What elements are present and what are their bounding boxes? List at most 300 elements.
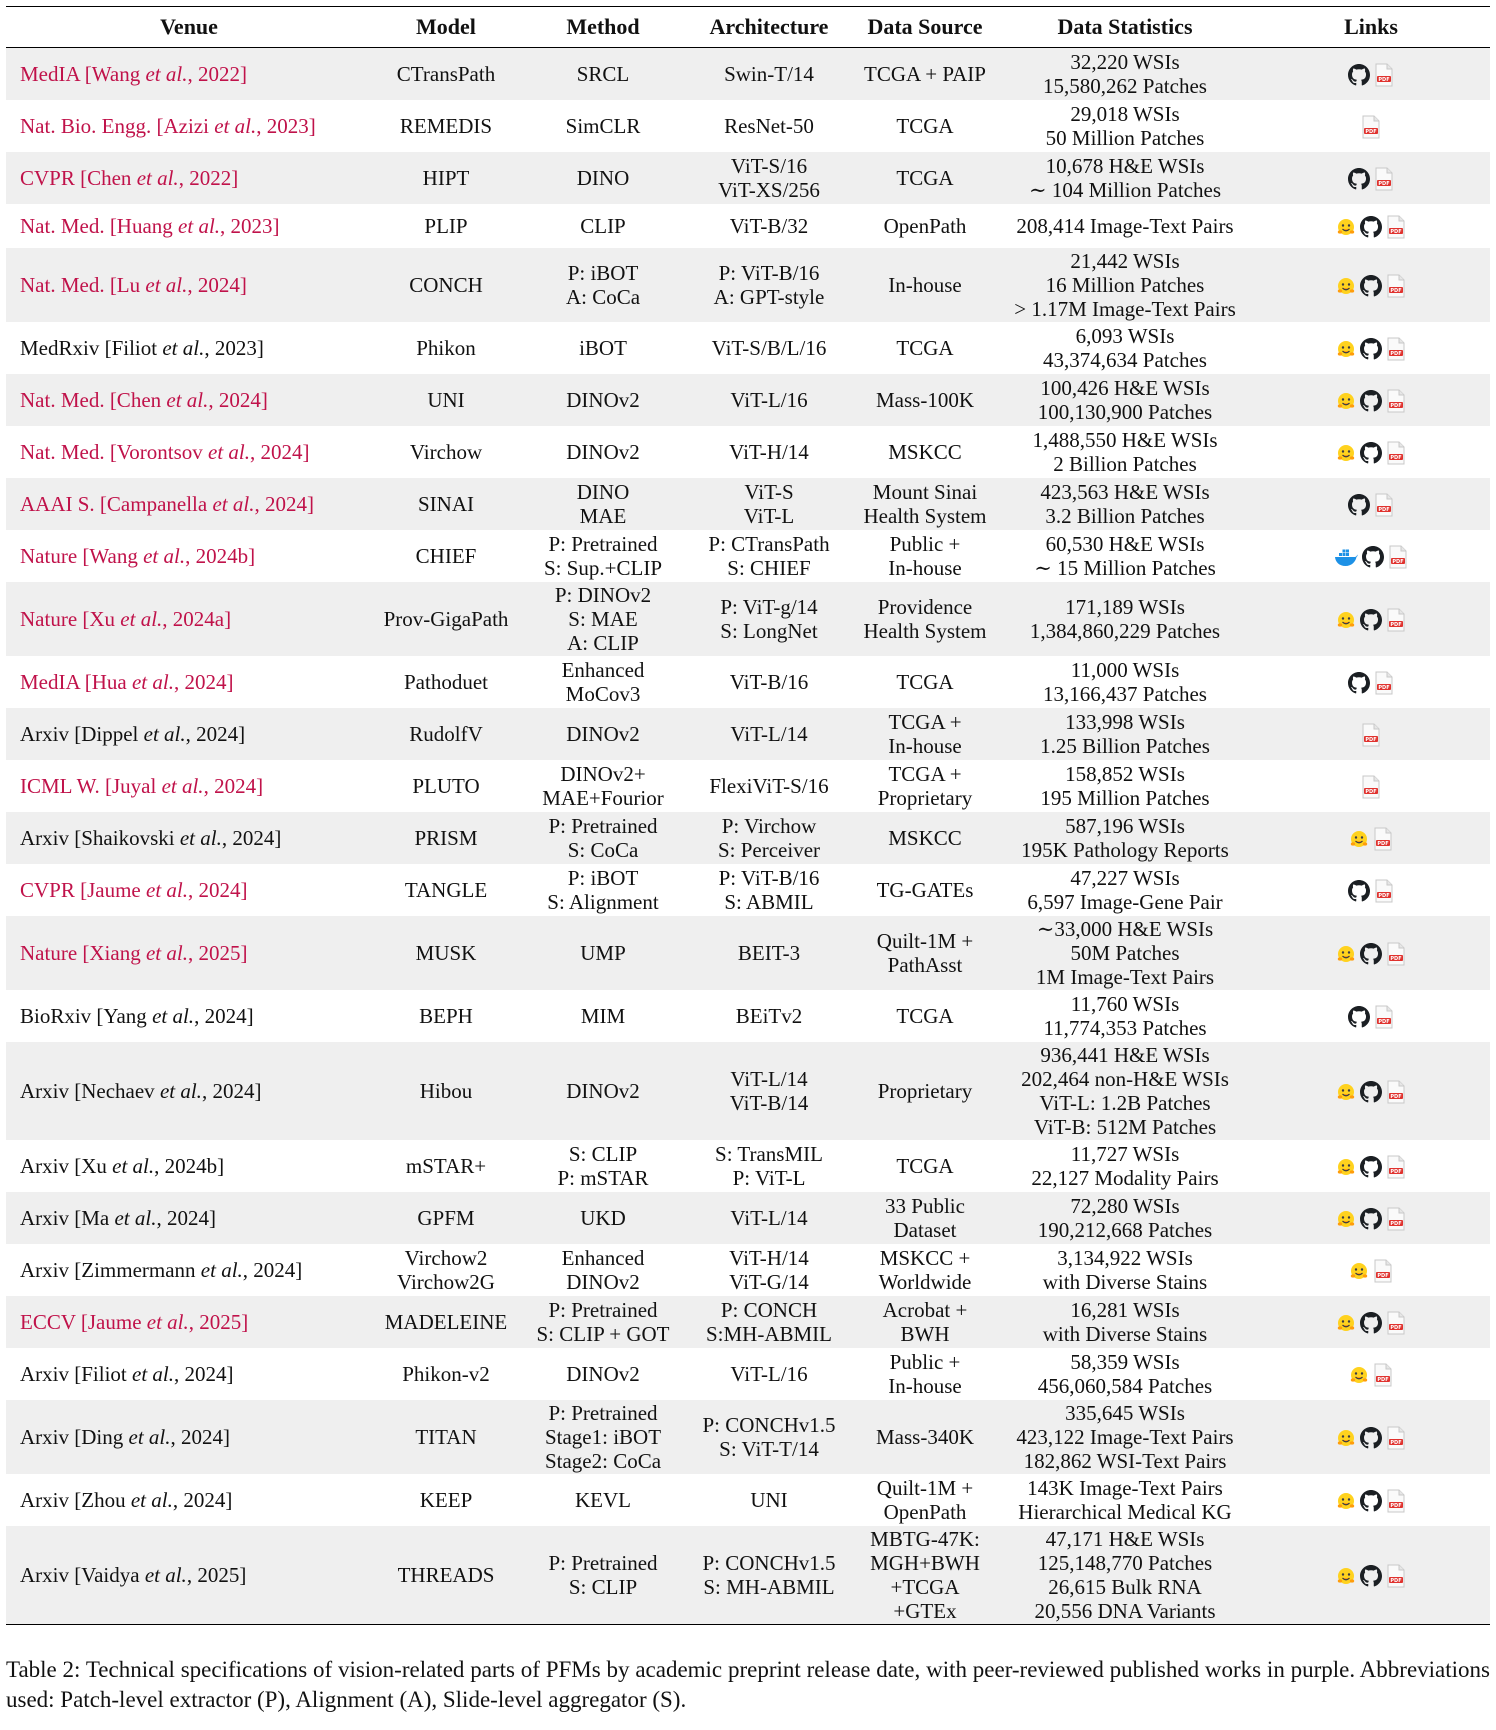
model-cell — [372, 248, 520, 322]
pdf-icon[interactable] — [1386, 942, 1406, 966]
data-statistics-cell — [998, 48, 1252, 100]
data-statistics-cell — [998, 1140, 1252, 1192]
architecture-cell-line: S: ABMIL — [724, 889, 814, 914]
method-cell-line: MAE — [579, 503, 627, 528]
data-source-cell-line: TCGA — [896, 335, 954, 360]
method-cell-line: P: Pretrained — [548, 1297, 658, 1322]
links-cell — [1252, 100, 1490, 152]
links-cell — [1252, 1244, 1490, 1296]
architecture-cell-line: S:MH-ABMIL — [705, 1321, 832, 1346]
venue-year: , 2024b] — [185, 543, 256, 568]
github-icon[interactable] — [1348, 168, 1370, 190]
data-source-cell-line: Acrobat + — [882, 1297, 968, 1322]
model-cell-line: Virchow — [409, 439, 483, 464]
venue-etal: et al. — [212, 491, 255, 516]
links-cell — [1252, 530, 1490, 582]
github-icon[interactable] — [1360, 275, 1382, 297]
pdf-icon[interactable] — [1361, 775, 1381, 799]
table-row — [6, 1526, 1490, 1625]
github-icon[interactable] — [1360, 609, 1382, 631]
venue-name: Arxiv [Ma — [20, 1205, 115, 1230]
svg-text:PDF: PDF — [1365, 128, 1377, 135]
data-source-cell-line: MGH+BWH — [870, 1550, 980, 1575]
huggingface-icon[interactable] — [1349, 1365, 1369, 1385]
github-icon[interactable] — [1360, 1490, 1382, 1512]
architecture-cell-line: P: CONCHv1.5 — [702, 1412, 836, 1437]
architecture-cell — [686, 530, 852, 582]
venue-name: Nature [Xu — [20, 606, 121, 631]
github-icon[interactable] — [1360, 390, 1382, 412]
venue-cell[interactable] — [6, 864, 372, 916]
data-source-cell-line: TCGA — [896, 669, 954, 694]
model-cell — [372, 48, 520, 100]
table-row — [6, 426, 1490, 478]
pdf-icon[interactable] — [1374, 493, 1394, 517]
architecture-cell — [686, 812, 852, 864]
data-statistics-cell-line: 11,727 WSIs — [1070, 1141, 1180, 1166]
pdf-icon[interactable] — [1374, 63, 1394, 87]
method-cell-line: P: mSTAR — [557, 1165, 649, 1190]
pdf-icon[interactable] — [1373, 1363, 1393, 1387]
architecture-cell-line: S: MH-ABMIL — [703, 1574, 835, 1599]
huggingface-icon[interactable] — [1336, 391, 1356, 411]
venue-year: , 2024] — [170, 1424, 230, 1449]
github-icon[interactable] — [1360, 1208, 1382, 1230]
github-icon[interactable] — [1348, 64, 1370, 86]
huggingface-icon[interactable] — [1336, 1082, 1356, 1102]
architecture-cell — [686, 1526, 852, 1625]
venue-name: AAAI S. [Campanella — [20, 491, 213, 516]
data-statistics-cell — [998, 864, 1252, 916]
architecture-cell-line: P: ViT-B/16 — [718, 865, 820, 890]
venue-cell[interactable] — [6, 100, 372, 152]
pdf-icon[interactable] — [1386, 1426, 1406, 1450]
model-cell-line: Prov-GigaPath — [383, 606, 509, 631]
venue-cell[interactable] — [6, 916, 372, 990]
pdf-icon[interactable] — [1386, 441, 1406, 465]
data-source-cell — [852, 248, 998, 322]
pfm-specs-table — [6, 6, 1490, 1625]
data-source-cell — [852, 582, 998, 656]
venue-cell — [6, 1348, 372, 1400]
data-statistics-cell — [998, 322, 1252, 374]
svg-text:PDF: PDF — [1378, 76, 1390, 83]
venue-name: Arxiv [Dippel — [20, 721, 144, 746]
model-cell — [372, 530, 520, 582]
header-row — [6, 7, 1490, 48]
data-statistics-cell-line: 50 Million Patches — [1045, 125, 1205, 150]
venue-year: , 2025] — [187, 940, 248, 965]
venue-year: , 2023] — [256, 113, 316, 138]
svg-text:PDF: PDF — [1365, 788, 1377, 795]
method-cell — [520, 1244, 686, 1296]
github-icon[interactable] — [1348, 494, 1370, 516]
architecture-cell — [686, 152, 852, 204]
method-cell-line: S: CLIP + GOT — [536, 1321, 670, 1346]
architecture-cell-line: ViT-L/16 — [730, 387, 808, 412]
pdf-icon[interactable] — [1374, 671, 1394, 695]
header-links: Links — [1252, 7, 1490, 48]
data-source-cell-line: In-house — [888, 733, 962, 758]
data-source-cell — [852, 864, 998, 916]
data-statistics-cell — [998, 812, 1252, 864]
venue-name: BioRxiv [Yang — [20, 1003, 153, 1028]
venue-name: MedRxiv [Filiot — [20, 335, 163, 360]
huggingface-icon[interactable] — [1336, 339, 1356, 359]
venue-year: , 2024b] — [154, 1153, 225, 1178]
data-statistics-cell-line: > 1.17M Image-Text Pairs — [1014, 296, 1236, 321]
venue-cell — [6, 1042, 372, 1140]
method-cell — [520, 760, 686, 812]
data-statistics-cell-line: 143K Image-Text Pairs — [1027, 1475, 1223, 1500]
github-icon[interactable] — [1360, 1565, 1382, 1587]
huggingface-icon[interactable] — [1349, 1261, 1369, 1281]
data-statistics-cell-line: 1,488,550 H&E WSIs — [1032, 427, 1218, 452]
method-cell-line: P: Pretrained — [548, 531, 658, 556]
architecture-cell-line: ViT-XS/256 — [718, 177, 820, 202]
venue-cell — [6, 708, 372, 760]
header-method: Method — [520, 7, 686, 48]
huggingface-icon[interactable] — [1336, 443, 1356, 463]
architecture-cell — [686, 204, 852, 248]
architecture-cell — [686, 708, 852, 760]
svg-text:PDF: PDF — [1390, 454, 1402, 461]
venue-cell[interactable] — [6, 478, 372, 530]
table-row — [6, 1042, 1490, 1140]
links-cell — [1252, 1042, 1490, 1140]
huggingface-icon[interactable] — [1336, 1566, 1356, 1586]
data-source-cell-line: PathAsst — [887, 952, 963, 977]
venue-cell — [6, 812, 372, 864]
method-cell-line: S: CoCa — [567, 837, 639, 862]
architecture-cell-line: ViT-B/16 — [729, 669, 809, 694]
model-cell-line: MUSK — [415, 940, 477, 965]
data-source-cell-line: TCGA — [896, 165, 954, 190]
venue-name: CVPR [Jaume — [20, 877, 146, 902]
table-row — [6, 864, 1490, 916]
venue-cell[interactable] — [6, 248, 372, 322]
architecture-cell-line: ViT-G/14 — [729, 1269, 809, 1294]
svg-text:PDF: PDF — [1390, 1324, 1402, 1331]
method-cell-line: S: CLIP — [568, 1141, 638, 1166]
architecture-cell-line: S: LongNet — [720, 618, 818, 643]
data-statistics-cell-line: 11,000 WSIs — [1070, 657, 1180, 682]
venue-cell[interactable] — [6, 426, 372, 478]
method-cell-line: A: CoCa — [565, 284, 641, 309]
svg-text:PDF: PDF — [1377, 840, 1389, 847]
venue-cell[interactable] — [6, 152, 372, 204]
huggingface-icon[interactable] — [1349, 829, 1369, 849]
data-statistics-cell — [998, 152, 1252, 204]
method-cell — [520, 152, 686, 204]
data-source-cell-line: Proprietary — [877, 785, 973, 810]
pdf-icon[interactable] — [1386, 389, 1406, 413]
data-statistics-cell-line: 11,774,353 Patches — [1043, 1015, 1207, 1040]
data-source-cell-line: Quilt-1M + — [876, 928, 974, 953]
venue-name: Nat. Med. [Huang — [20, 213, 179, 238]
venue-cell[interactable] — [6, 760, 372, 812]
huggingface-icon[interactable] — [1336, 217, 1356, 237]
links-cell — [1252, 582, 1490, 656]
svg-text:PDF: PDF — [1378, 506, 1390, 513]
architecture-cell-line: P: CTransPath — [708, 531, 830, 556]
pdf-icon[interactable] — [1374, 1005, 1394, 1029]
data-statistics-cell-line: 190,212,668 Patches — [1037, 1217, 1213, 1242]
pdf-icon[interactable] — [1373, 1259, 1393, 1283]
data-source-cell-line: Proprietary — [877, 1078, 973, 1103]
venue-name: Nat. Med. [Chen — [20, 387, 167, 412]
data-statistics-cell — [998, 656, 1252, 708]
table-row — [6, 582, 1490, 656]
pdf-icon[interactable] — [1361, 723, 1381, 747]
svg-text:PDF: PDF — [1390, 1220, 1402, 1227]
data-source-cell-line: MSKCC — [888, 439, 962, 464]
venue-name: ECCV [Jaume — [20, 1309, 147, 1334]
venue-etal: et al. — [146, 877, 188, 902]
data-source-cell — [852, 1140, 998, 1192]
pdf-icon[interactable] — [1386, 1080, 1406, 1104]
venue-etal: et al. — [145, 61, 188, 86]
model-cell — [372, 864, 520, 916]
docker-icon[interactable] — [1334, 546, 1358, 568]
method-cell-line: S: Alignment — [547, 889, 659, 914]
method-cell-line: DINOv2+ — [560, 761, 646, 786]
data-statistics-cell — [998, 530, 1252, 582]
links-cell — [1252, 760, 1490, 812]
venue-cell[interactable] — [6, 48, 372, 100]
venue-etal: et al. — [120, 606, 163, 631]
data-statistics-cell-line: 182,862 WSI-Text Pairs — [1023, 1448, 1227, 1473]
svg-text:PDF: PDF — [1390, 228, 1402, 235]
architecture-cell — [686, 760, 852, 812]
data-statistics-cell-line: 202,464 non-H&E WSIs — [1021, 1066, 1229, 1091]
venue-name: Arxiv [Xu — [20, 1153, 113, 1178]
pdf-icon[interactable] — [1386, 1564, 1406, 1588]
huggingface-icon[interactable] — [1336, 1313, 1356, 1333]
method-cell-line: DINOv2 — [566, 721, 640, 746]
data-source-cell-line: OpenPath — [883, 1499, 967, 1524]
github-icon[interactable] — [1360, 1427, 1382, 1449]
data-statistics-cell-line: 6,093 WSIs — [1075, 323, 1175, 348]
pdf-icon[interactable] — [1386, 608, 1406, 632]
data-source-cell-line: TCGA + PAIP — [864, 61, 986, 86]
model-cell — [372, 1296, 520, 1348]
huggingface-icon[interactable] — [1336, 1428, 1356, 1448]
data-statistics-cell — [998, 708, 1252, 760]
data-statistics-cell — [998, 990, 1252, 1042]
venue-etal: et al. — [144, 1562, 187, 1587]
pdf-icon[interactable] — [1386, 1155, 1406, 1179]
model-cell — [372, 322, 520, 374]
data-statistics-cell-line: 195 Million Patches — [1040, 785, 1210, 810]
data-source-cell-line: In-house — [888, 555, 962, 580]
architecture-cell — [686, 1400, 852, 1474]
pdf-icon[interactable] — [1361, 115, 1381, 139]
method-cell — [520, 708, 686, 760]
github-icon[interactable] — [1360, 1081, 1382, 1103]
data-statistics-cell — [998, 1526, 1252, 1625]
data-source-cell — [852, 48, 998, 100]
pdf-icon[interactable] — [1374, 879, 1394, 903]
model-cell — [372, 426, 520, 478]
github-icon[interactable] — [1348, 880, 1370, 902]
venue-etal: et al. — [143, 543, 186, 568]
github-icon[interactable] — [1348, 1006, 1370, 1028]
data-statistics-cell-line: 1.25 Billion Patches — [1040, 733, 1210, 758]
architecture-cell — [686, 656, 852, 708]
venue-etal: et al. — [131, 669, 174, 694]
data-statistics-cell-line: 26,615 Bulk RNA — [1048, 1574, 1202, 1599]
model-cell — [372, 1400, 520, 1474]
data-statistics-cell-line: ViT-L: 1.2B Patches — [1039, 1090, 1211, 1115]
pdf-icon[interactable] — [1388, 545, 1408, 569]
architecture-cell-line: S: TransMIL — [715, 1141, 823, 1166]
github-icon[interactable] — [1360, 338, 1382, 360]
huggingface-icon[interactable] — [1336, 944, 1356, 964]
venue-year: , 2024] — [208, 387, 268, 412]
github-icon[interactable] — [1360, 1156, 1382, 1178]
venue-etal: et al. — [114, 1205, 157, 1230]
svg-text:PDF: PDF — [1390, 1577, 1402, 1584]
github-icon[interactable] — [1362, 546, 1384, 568]
venue-cell — [6, 1474, 372, 1526]
github-icon[interactable] — [1360, 943, 1382, 965]
venue-cell[interactable] — [6, 530, 372, 582]
huggingface-icon[interactable] — [1336, 1491, 1356, 1511]
method-cell-line: DINO — [576, 479, 630, 504]
svg-text:PDF: PDF — [1390, 1502, 1402, 1509]
data-source-cell-line: MSKCC — [888, 825, 962, 850]
data-statistics-cell-line: 125,148,770 Patches — [1037, 1550, 1213, 1575]
data-source-cell — [852, 1296, 998, 1348]
github-icon[interactable] — [1360, 216, 1382, 238]
links-cell — [1252, 812, 1490, 864]
venue-cell[interactable] — [6, 204, 372, 248]
github-icon[interactable] — [1348, 672, 1370, 694]
huggingface-icon[interactable] — [1336, 276, 1356, 296]
architecture-cell-line: ViT-B/32 — [729, 213, 809, 238]
venue-etal: et al. — [178, 213, 221, 238]
venue-cell[interactable] — [6, 1296, 372, 1348]
model-cell-line: TANGLE — [404, 877, 488, 902]
model-cell-line: Virchow2G — [397, 1269, 495, 1294]
model-cell — [372, 708, 520, 760]
method-cell-line: UKD — [580, 1205, 626, 1230]
method-cell — [520, 48, 686, 100]
svg-text:PDF: PDF — [1365, 736, 1377, 743]
data-statistics-cell — [998, 248, 1252, 322]
data-source-cell-line: TCGA + — [888, 709, 962, 734]
pdf-icon[interactable] — [1386, 1207, 1406, 1231]
venue-year: , 2024] — [194, 1003, 254, 1028]
data-statistics-cell-line: 456,060,584 Patches — [1037, 1373, 1213, 1398]
method-cell-line: S: CLIP — [568, 1574, 638, 1599]
venue-cell[interactable] — [6, 582, 372, 656]
venue-year: , 2024] — [174, 1361, 234, 1386]
pdf-icon[interactable] — [1373, 827, 1393, 851]
pdf-icon[interactable] — [1386, 274, 1406, 298]
method-cell — [520, 248, 686, 322]
github-icon[interactable] — [1360, 1312, 1382, 1334]
header-venue: Venue — [6, 7, 372, 48]
venue-cell[interactable] — [6, 656, 372, 708]
architecture-cell-line: ViT-L/14 — [730, 721, 808, 746]
data-statistics-cell-line: 158,852 WSIs — [1065, 761, 1185, 786]
huggingface-icon[interactable] — [1336, 610, 1356, 630]
method-cell — [520, 478, 686, 530]
data-source-cell-line: Dataset — [893, 1217, 957, 1242]
model-cell-line: KEEP — [419, 1487, 473, 1512]
model-cell — [372, 1526, 520, 1625]
data-source-cell-line: Health System — [863, 618, 987, 643]
links-cell — [1252, 152, 1490, 204]
data-source-cell — [852, 760, 998, 812]
svg-text:PDF: PDF — [1390, 1093, 1402, 1100]
pdf-icon[interactable] — [1386, 337, 1406, 361]
table-row — [6, 990, 1490, 1042]
header-model: Model — [372, 7, 520, 48]
venue-name: Arxiv [Filiot — [20, 1361, 133, 1386]
svg-text:PDF: PDF — [1390, 1168, 1402, 1175]
huggingface-icon[interactable] — [1336, 1209, 1356, 1229]
data-statistics-cell — [998, 426, 1252, 478]
method-cell — [520, 1348, 686, 1400]
svg-text:PDF: PDF — [1377, 1272, 1389, 1279]
venue-name: MedIA [Hua — [20, 669, 132, 694]
huggingface-icon[interactable] — [1336, 1157, 1356, 1177]
venue-cell[interactable] — [6, 374, 372, 426]
pdf-icon[interactable] — [1386, 215, 1406, 239]
venue-year: , 2024] — [201, 1078, 262, 1103]
architecture-cell-line: ViT-S/B/L/16 — [711, 335, 827, 360]
model-cell — [372, 760, 520, 812]
method-cell-line: DINOv2 — [566, 439, 640, 464]
venue-year: , 2022] — [178, 165, 239, 190]
data-statistics-cell-line: 15,580,262 Patches — [1043, 73, 1207, 98]
header-data-statistics: Data Statistics — [998, 7, 1252, 48]
data-statistics-cell — [998, 1474, 1252, 1526]
data-statistics-cell-line: 11,760 WSIs — [1070, 991, 1180, 1016]
method-cell — [520, 916, 686, 990]
model-cell — [372, 478, 520, 530]
venue-year: , 2024] — [250, 439, 310, 464]
method-cell — [520, 1296, 686, 1348]
data-statistics-cell-line: 6,597 Image-Gene Pair — [1027, 889, 1223, 914]
pdf-icon[interactable] — [1374, 167, 1394, 191]
data-source-cell-line: In-house — [888, 1373, 962, 1398]
data-source-cell-line: MBTG-47K: — [870, 1526, 980, 1551]
model-cell — [372, 916, 520, 990]
data-source-cell-line: Mount Sinai — [872, 479, 978, 504]
svg-text:PDF: PDF — [1390, 955, 1402, 962]
pdf-icon[interactable] — [1386, 1489, 1406, 1513]
venue-etal: et al. — [112, 1153, 155, 1178]
data-statistics-cell — [998, 374, 1252, 426]
venue-name: Nat. Bio. Engg. [Azizi — [20, 113, 215, 138]
pdf-icon[interactable] — [1386, 1311, 1406, 1335]
github-icon[interactable] — [1360, 442, 1382, 464]
data-statistics-cell-line: 50M Patches — [1070, 940, 1180, 965]
table-row — [6, 1192, 1490, 1244]
architecture-cell-line: ViT-H/14 — [729, 439, 809, 464]
links-cell — [1252, 322, 1490, 374]
venue-name: ICML W. [Juyal — [20, 773, 162, 798]
data-statistics-cell-line: 133,998 WSIs — [1065, 709, 1185, 734]
data-statistics-cell-line: 423,563 H&E WSIs — [1040, 479, 1210, 504]
data-source-cell-line: Mass-100K — [876, 387, 974, 412]
data-source-cell — [852, 530, 998, 582]
architecture-cell — [686, 1296, 852, 1348]
